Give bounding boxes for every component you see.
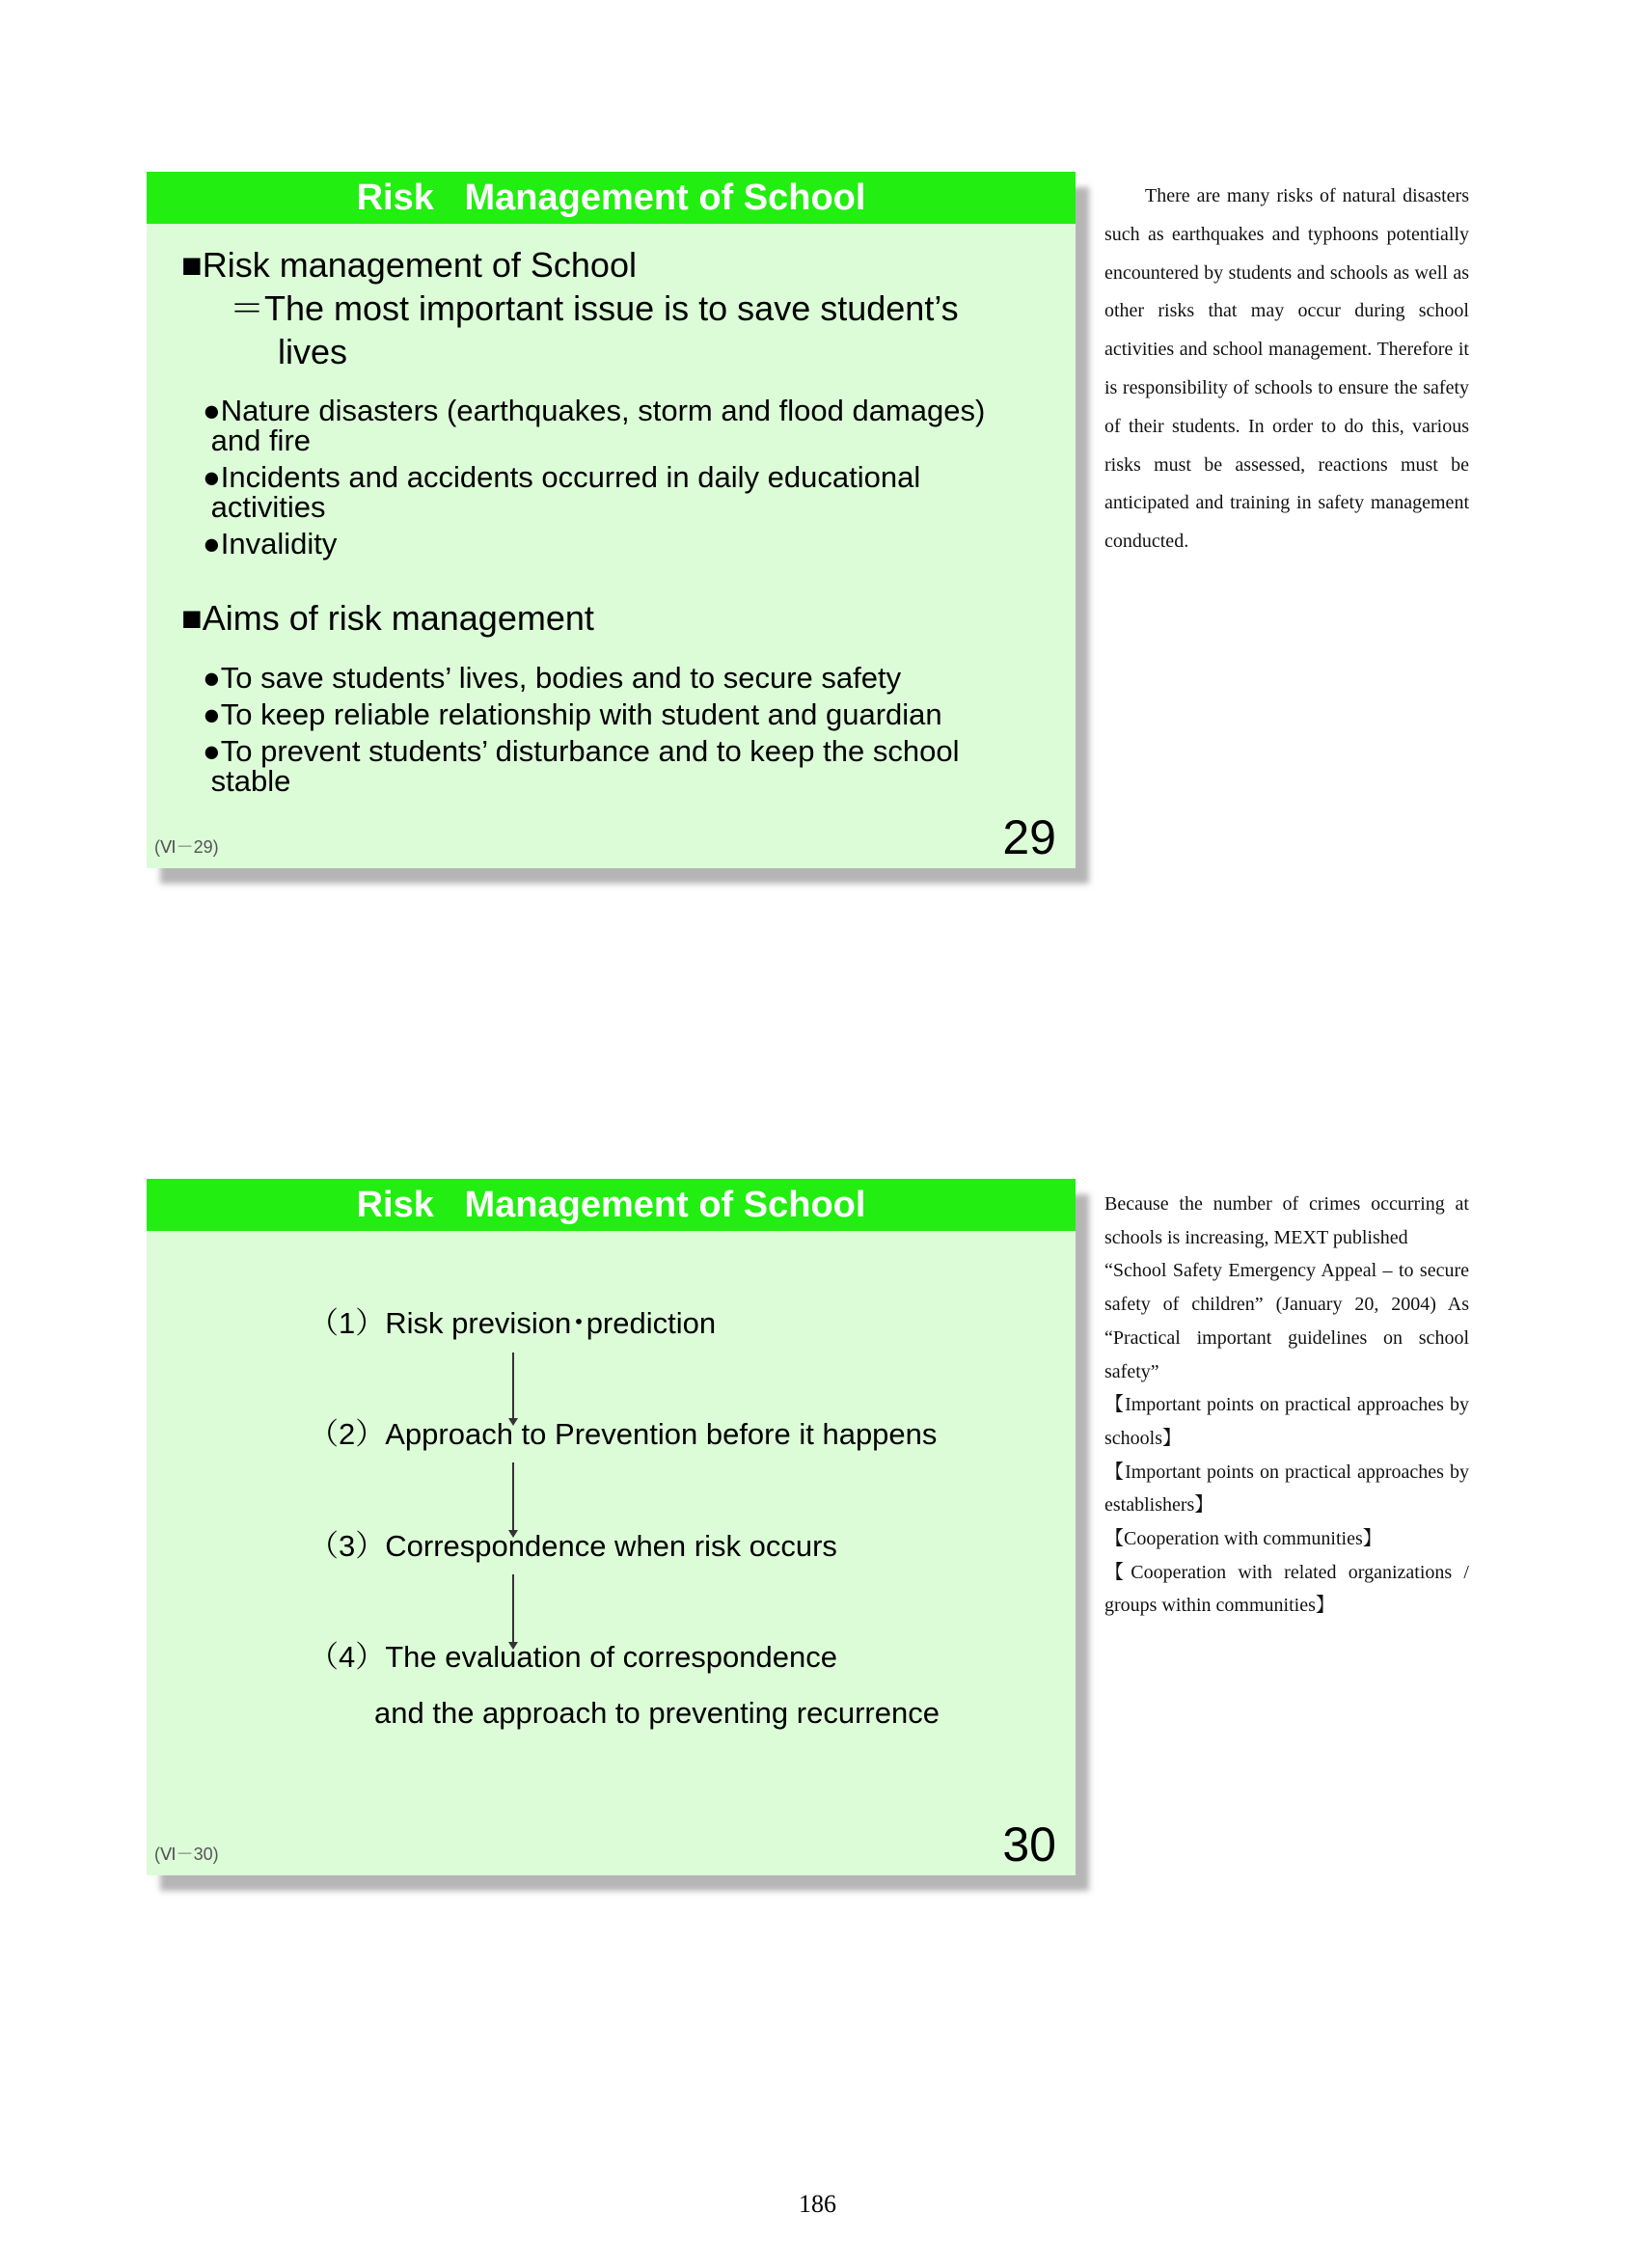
bullet-item: ●Invalidity: [203, 527, 338, 560]
flow-arrow: [512, 1574, 514, 1644]
slide-29-note: There are many risks of natural disasters such as earthquakes and typhoons potentially encountered by students and schools as well as other risks that may occur during school activities and school management. Therefore it is responsibility of schools to ensure the safety of their students. In order to do this, various risks must be assessed, reactions must be anticipated and training in safety management conducted.: [1104, 185, 1469, 553]
bullet-item: ●To prevent students’ disturbance and to keep the school stable: [203, 734, 960, 798]
flow-step: （4）The evaluation of correspondence: [309, 1640, 837, 1674]
slide-heading-line: ＝The most important issue is to save student’s: [230, 288, 959, 328]
slide-heading: ■Risk management of School: [181, 245, 637, 285]
slide-30-note: Because the number of crimes occurring at schools is increasing, MEXT published “School Safety Emergency Appeal – to secure safety of children” (January 20, 2004) As “Practical important guidelines on school safety” 【Important points on practical approaches by schools】 【Important points on practical approaches by establishers】 【Cooperation with communities】 【Cooperation with related organizations / groups within communities】: [1104, 1193, 1469, 1617]
bullet-item: ●To keep reliable relationship with student and guardian: [203, 697, 942, 731]
flow-arrow: [512, 1462, 514, 1532]
flow-step: （1）Risk prevision･prediction: [309, 1306, 717, 1340]
slide-29: [147, 172, 1076, 868]
slide-heading-line: lives: [278, 332, 348, 371]
slide-number: 29: [1002, 810, 1056, 864]
slide-code: (Ⅵ－29): [154, 837, 219, 857]
bullet-item: ●To save students’ lives, bodies and to secure safety: [203, 661, 902, 695]
slide-30: [147, 1179, 1076, 1875]
flow-step: （3）Correspondence when risk occurs: [309, 1529, 837, 1563]
slide-code: (Ⅵ－30): [154, 1844, 219, 1864]
bullet-item: ●Nature disasters (earthquakes, storm and flood damages) and fire: [203, 394, 986, 457]
slide-title: Risk Management of School: [147, 172, 1076, 224]
bullet-item: ●Incidents and accidents occurred in daily educational activities: [203, 460, 921, 524]
flow-step-continuation: and the approach to preventing recurrence: [374, 1696, 940, 1730]
flow-step: （2）Approach to Prevention before it happens: [309, 1417, 938, 1451]
flow-arrow: [512, 1353, 514, 1420]
page-number: 186: [799, 2190, 836, 2218]
slide-heading: ■Aims of risk management: [181, 598, 594, 638]
slide-title: Risk Management of School: [147, 1179, 1076, 1231]
slide-number: 30: [1002, 1817, 1056, 1872]
